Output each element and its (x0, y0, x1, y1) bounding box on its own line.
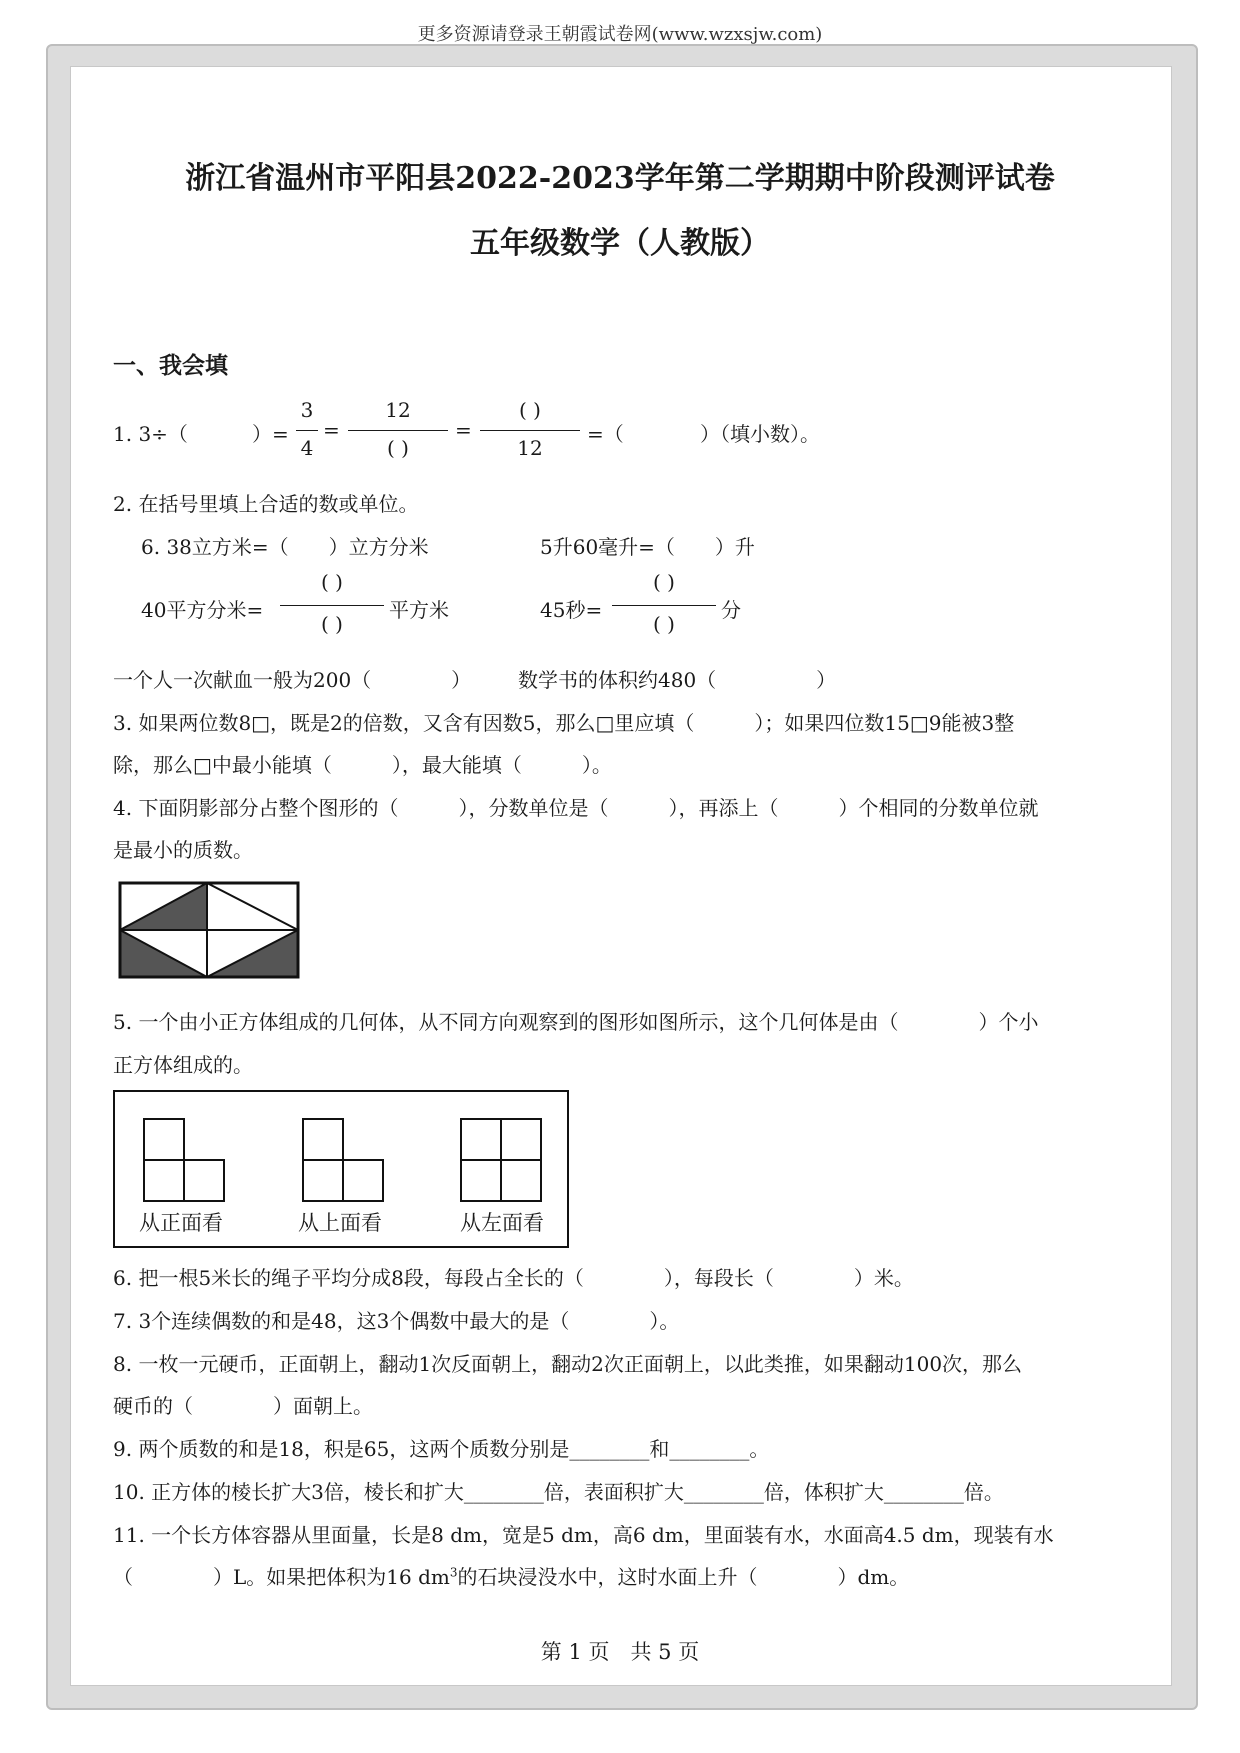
fraction-numerator: ( ) (321, 570, 343, 594)
q2-item-c-prefix: 40平方分米= (141, 598, 264, 622)
q11-line2-b: 的石块浸没水中，这时水面上升（ ）dm。 (457, 1565, 910, 1589)
q1-eq2: = (323, 418, 340, 442)
exam-title: 浙江省温州市平阳县2022-2023学年第二学期期中阶段测评试卷 (185, 161, 1055, 196)
q2-item-b: 5升60毫升=（ ）升 (540, 535, 755, 559)
fraction-denominator: ( ) (321, 612, 343, 636)
fraction-denominator: 12 (517, 436, 543, 460)
q5-line1: 5. 一个由小正方体组成的几何体，从不同方向观察到的图形如图所示，这个几何体是由（ ）个小 (113, 1010, 1039, 1034)
front-view-label: 从正面看 (139, 1211, 223, 1235)
exam-subtitle: 五年级数学（人教版） (470, 226, 770, 261)
fraction-denominator: 4 (300, 436, 314, 460)
front-view-figure (142, 1117, 226, 1203)
left-view-figure (459, 1117, 543, 1203)
site-header: 更多资源请登录王朝霞试卷网(www.wzxsjw.com) (417, 24, 823, 45)
q11-line1: 11. 一个长方体容器从里面量，长是8 dm，宽是5 dm，高6 dm，里面装有水，水面高4.5 dm，现装有水 (113, 1523, 1054, 1547)
q8-line1: 8. 一枚一元硬币，正面朝上，翻动1次反面朝上，翻动2次正面朝上，以此类推，如果翻动100次，那么 (113, 1352, 1023, 1376)
q11-line2 (113, 1561, 909, 1590)
q4-line1: 4. 下面阴影部分占整个图形的（ ），分数单位是（ ），再添上（ ）个相同的分数单位就 (113, 796, 1039, 820)
fraction-numerator: 3 (300, 398, 314, 422)
fraction-numerator: ( ) (519, 398, 541, 422)
q1-fraction-3 (480, 398, 580, 466)
fraction-denominator: ( ) (387, 436, 409, 460)
q3-line2: 除，那么□中最小能填（ ），最大能填（ ）。 (113, 753, 612, 777)
left-view-label: 从左面看 (460, 1211, 544, 1235)
q3-line1: 3. 如果两位数8□，既是2的倍数，又含有因数5，那么□里应填（ ）；如果四位数15□9能被3整 (113, 711, 1015, 735)
q1-fraction-2 (348, 398, 448, 466)
q4-shaded-figure (118, 881, 300, 979)
q2-item-a: 6. 38立方米=（ ）立方分米 (141, 535, 429, 559)
q10: 10. 正方体的棱长扩大3倍，棱长和扩大________倍，表面积扩大________倍，体积扩大________倍。 (113, 1480, 1004, 1504)
q11-line2-a: （ ）L。如果把体积为16 dm (113, 1565, 450, 1589)
q2-item-e: 一个人一次献血一般为200（ ） (113, 668, 472, 692)
q2-item-d-suffix: 分 (721, 598, 741, 622)
fraction-numerator: 12 (385, 398, 411, 422)
q2-stem: 2. 在括号里填上合适的数或单位。 (113, 492, 419, 516)
q4-line2: 是最小的质数。 (113, 838, 253, 862)
q1-prefix: 1. 3÷（ (113, 422, 188, 446)
q1-fraction-1 (296, 398, 318, 466)
q8-line2: 硬币的（ ）面朝上。 (113, 1394, 373, 1418)
page-footer: 第 1 页 共 5 页 (540, 1640, 700, 1664)
section-heading: 一、我会填 (113, 352, 228, 379)
q1-suffix: ）（填小数）。 (700, 422, 820, 446)
q11-superscript: 3 (449, 1565, 458, 1580)
q2-item-d-prefix: 45秒= (540, 598, 603, 622)
fraction-numerator: ( ) (653, 570, 675, 594)
q9: 9. 两个质数的和是18，积是65，这两个质数分别是________和________。 (113, 1437, 770, 1461)
q5-views-box (113, 1090, 569, 1248)
q6: 6. 把一根5米长的绳子平均分成8段，每段占全长的（ ），每段长（ ）米。 (113, 1266, 914, 1290)
q2-item-d-fraction (612, 570, 716, 642)
q1-eq3: = (455, 418, 472, 442)
top-view-label: 从上面看 (298, 1211, 382, 1235)
q5-line2: 正方体组成的。 (113, 1053, 253, 1077)
q7: 7. 3个连续偶数的和是48，这3个偶数中最大的是（ ）。 (113, 1309, 680, 1333)
q1-eq4: =（ (587, 422, 624, 446)
q1-eq1: ）= (252, 422, 289, 446)
fraction-denominator: ( ) (653, 612, 675, 636)
q2-item-c-fraction (280, 570, 384, 642)
top-view-figure (301, 1117, 385, 1203)
q2-item-c-suffix: 平方米 (389, 598, 449, 622)
q2-item-f: 数学书的体积约480（ ） (518, 668, 837, 692)
